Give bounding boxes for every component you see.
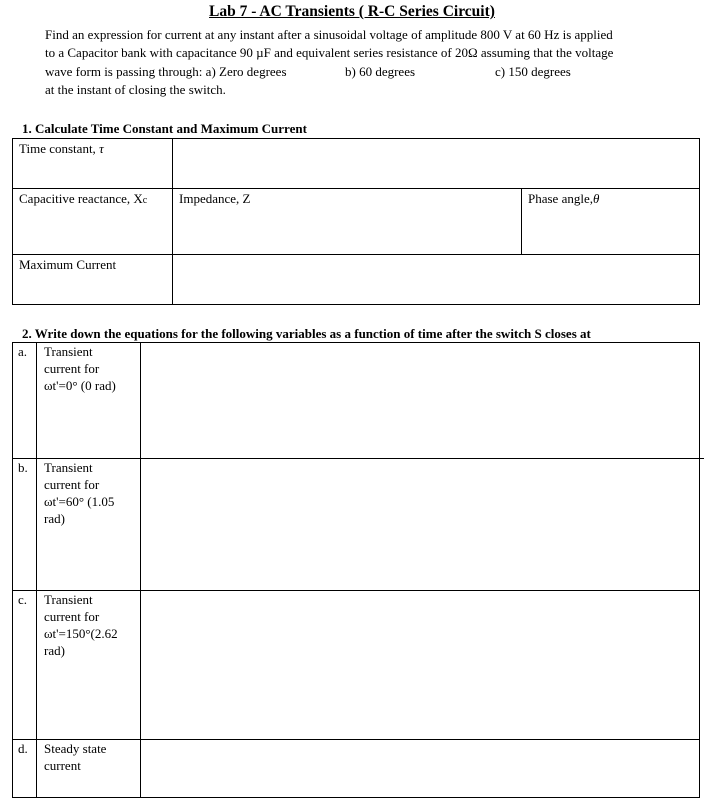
phase-angle-cell[interactable] <box>521 188 700 255</box>
row-label-line: current for <box>44 609 100 624</box>
intro-line-3a: wave form is passing through: a) Zero degrees <box>45 64 287 79</box>
row-letter: b. <box>18 460 28 475</box>
intro-line-4: at the instant of closing the switch. <box>45 82 226 97</box>
section-1-heading: 1. Calculate Time Constant and Maximum Current <box>22 121 307 136</box>
row-label <box>44 459 136 527</box>
row-label-line: Transient <box>44 592 93 607</box>
row-letter: a. <box>18 344 28 359</box>
section-2-heading: 2. Write down the equations for the following variables as a function of time after the switch S closes at <box>22 326 591 341</box>
row-label-line: rad) <box>44 511 65 526</box>
answer-field-a[interactable] <box>141 343 699 458</box>
phase-angle-label: Phase angle, <box>528 191 593 206</box>
row-label-line: current <box>44 758 81 773</box>
max-current-label-cell <box>12 254 173 305</box>
time-constant-label: Time constant, <box>19 141 96 156</box>
capacitive-reactance-cell[interactable] <box>12 188 173 255</box>
answer-field-c[interactable] <box>141 591 699 739</box>
row-letter: c. <box>18 592 28 607</box>
impedance-label: Impedance, Z <box>179 191 251 206</box>
answer-field-d[interactable] <box>141 740 699 797</box>
row-label-line: ωt'=0° (0 rad) <box>44 378 116 393</box>
row-label-line: rad) <box>44 643 65 658</box>
row-label <box>44 343 136 394</box>
time-constant-answer-field[interactable] <box>172 138 700 189</box>
intro-line-2: to a Capacitor bank with capacitance 90 µF and equivalent series resistance of 20Ω assuming that the voltage <box>45 45 614 60</box>
tau-symbol: τ <box>99 141 104 156</box>
row-label-line: current for <box>44 477 100 492</box>
intro-line-1: Find an expression for current at any instant after a sinusoidal voltage of amplitude 800 V at 60 Hz is applied <box>45 27 613 42</box>
row-label-line: ωt'=150°(2.62 <box>44 626 118 641</box>
reactance-subscript: c <box>142 195 148 206</box>
time-constant-label-cell <box>12 138 173 189</box>
impedance-cell[interactable] <box>172 188 522 255</box>
document-title: Lab 7 - AC Transients ( R-C Series Circuit) <box>209 3 495 20</box>
row-label-line: Steady state <box>44 741 107 756</box>
row-letter: d. <box>18 741 28 756</box>
intro-line-3b: b) 60 degrees <box>345 64 416 79</box>
max-current-answer-field[interactable] <box>172 254 700 305</box>
letter-column-divider <box>36 342 37 798</box>
row-label-line: Transient <box>44 344 93 359</box>
intro-line-3c: c) 150 degrees <box>495 64 571 79</box>
row-label-line: ωt'=60° (1.05 <box>44 494 115 509</box>
row-label <box>44 740 136 774</box>
theta-symbol: θ <box>592 191 600 206</box>
row-label <box>44 591 136 659</box>
max-current-label: Maximum Current <box>19 257 117 272</box>
capacitive-reactance-label: Capacitive reactance, X <box>19 191 143 206</box>
row-label-line: current for <box>44 361 100 376</box>
answer-field-b[interactable] <box>141 459 699 590</box>
row-label-line: Transient <box>44 460 93 475</box>
